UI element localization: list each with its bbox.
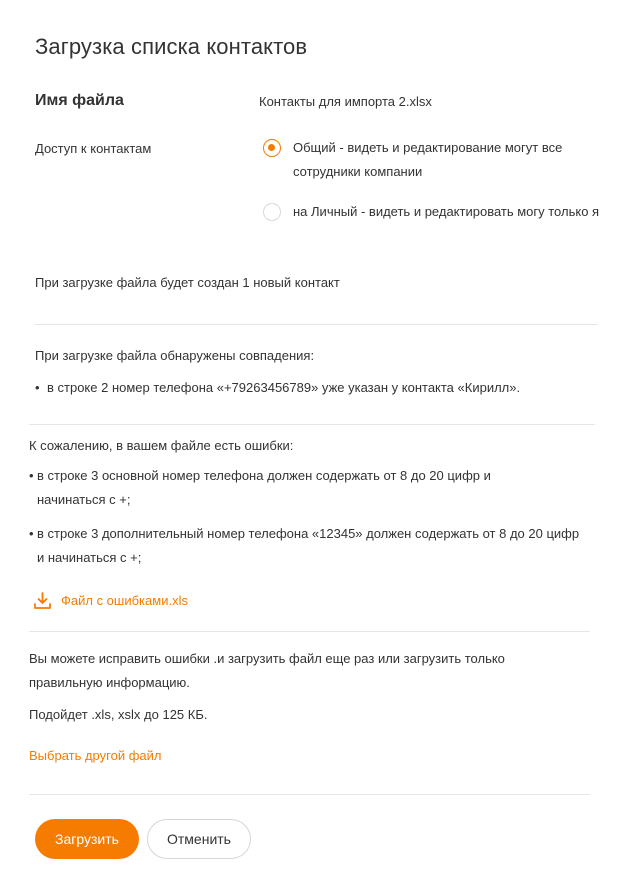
format-info: Подойдет .xls, xslx до 125 КБ. <box>29 707 208 722</box>
download-errors-link[interactable] <box>33 591 188 610</box>
cancel-button[interactable]: Отменить <box>147 819 251 859</box>
divider <box>35 324 598 325</box>
match-item: в строке 2 номер телефона «+79263456789» уже указан у контакта «Кирилл». <box>47 380 521 395</box>
bullet-icon: • <box>35 380 40 395</box>
file-name-value: Контакты для импорта 2.xlsx <box>259 94 432 109</box>
bullet-icon: • <box>29 468 34 483</box>
upload-button[interactable]: Загрузить <box>35 819 139 859</box>
matches-heading: При загрузке файла обнаружены совпадения: <box>35 348 315 363</box>
download-icon <box>33 591 52 610</box>
radio-shared[interactable] <box>263 139 281 157</box>
file-name-label: Имя файла <box>35 92 124 109</box>
fix-info: Вы можете исправить ошибки .и загрузить файл еще раз или загрузить только правильную информацию. <box>29 651 505 690</box>
access-label: Доступ к контактам <box>35 141 152 156</box>
access-option-private-label: на Личный - видеть и редактировать могу только я <box>293 204 600 219</box>
download-errors-label: Файл с ошибками.xls <box>61 593 188 608</box>
radio-private[interactable] <box>263 203 281 221</box>
create-info: При загрузке файла будет создан 1 новый контакт <box>35 275 340 290</box>
choose-other-file-link[interactable]: Выбрать другой файл <box>29 748 162 763</box>
error-item: в строке 3 основной номер телефона должен содержать от 8 до 20 цифр и начинаться с +; <box>37 468 491 507</box>
dialog-title: Загрузка списка контактов <box>35 34 308 59</box>
error-item: в строке 3 дополнительный номер телефона «12345» должен содержать от 8 до 20 цифр и начинаться с +; <box>37 526 580 565</box>
divider <box>29 424 595 425</box>
divider <box>29 631 590 632</box>
errors-heading: К сожалению, в вашем файле есть ошибки: <box>29 438 294 453</box>
divider <box>29 794 590 795</box>
bullet-icon: • <box>29 526 34 541</box>
access-option-shared-label: Общий - видеть и редактирование могут все сотрудники компании <box>293 140 563 179</box>
